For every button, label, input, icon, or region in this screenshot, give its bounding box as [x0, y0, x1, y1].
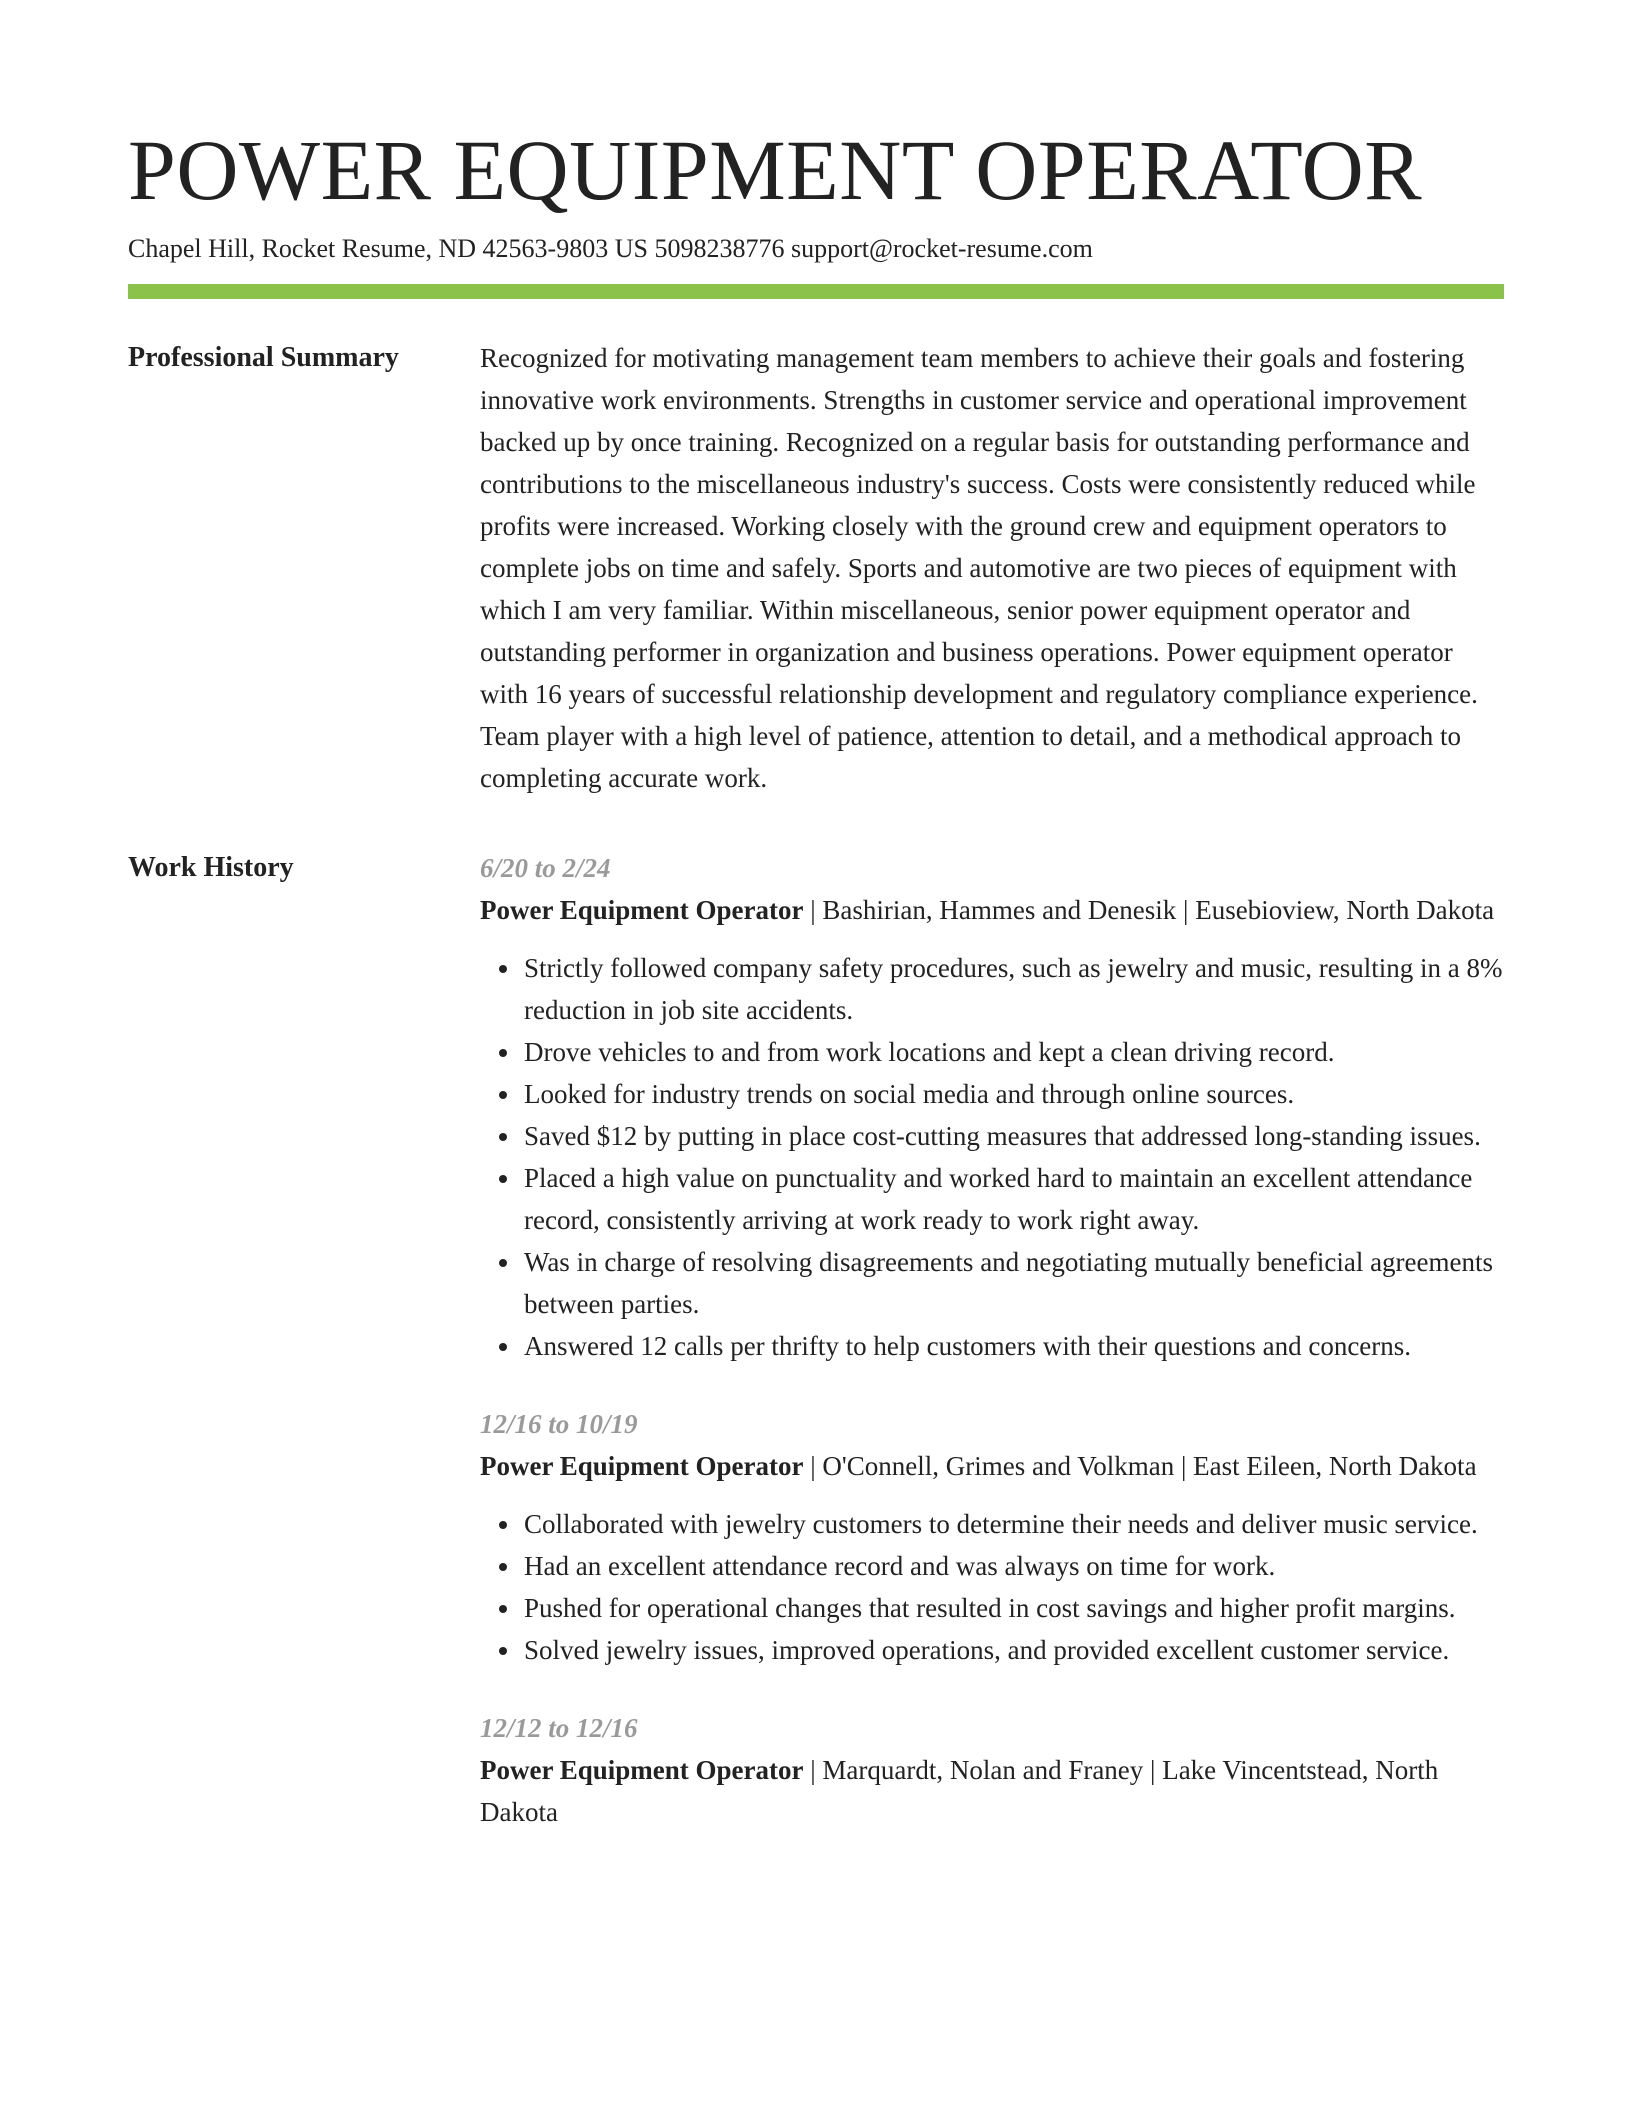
job-entry [480, 847, 1504, 1367]
job-duty-item: Collaborated with jewelry customers to determine their needs and deliver music service. [524, 1503, 1504, 1545]
contact-line: Chapel Hill, Rocket Resume, ND 42563-9803 US 5098238776 support@rocket-resume.com [128, 234, 1093, 263]
job-dates: 12/12 to 12/16 [480, 1713, 638, 1743]
accent-divider [128, 284, 1504, 299]
job-heading [480, 1445, 1504, 1487]
job-duty-item: Saved $12 by putting in place cost-cutting measures that addressed long-standing issues. [524, 1115, 1504, 1157]
job-heading [480, 889, 1504, 931]
job-duties-list [480, 1503, 1504, 1671]
job-entry [480, 1707, 1504, 1833]
job-title: Power Equipment Operator [480, 1451, 804, 1481]
job-company-location: | Bashirian, Hammes and Denesik | Eusebioview, North Dakota [803, 895, 1495, 925]
job-heading [480, 1749, 1504, 1833]
resume-name: POWER EQUIPMENT OPERATOR [128, 122, 1423, 218]
job-duty-item: Answered 12 calls per thrifty to help customers with their questions and concerns. [524, 1325, 1504, 1367]
job-dates: 12/16 to 10/19 [480, 1409, 638, 1439]
professional-summary-section [128, 337, 1504, 799]
job-duty-item: Placed a high value on punctuality and worked hard to maintain an excellent attendance record, consistently arriving at work ready to work right away. [524, 1157, 1504, 1241]
job-duty-item: Pushed for operational changes that resulted in cost savings and higher profit margins. [524, 1587, 1504, 1629]
section-title-summary: Professional Summary [128, 342, 399, 373]
job-company-location: | O'Connell, Grimes and Volkman | East Eileen, North Dakota [803, 1451, 1477, 1481]
job-duty-item: Strictly followed company safety procedures, such as jewelry and music, resulting in a 8% reduction in job site accidents. [524, 947, 1504, 1031]
job-company-location: | Marquardt, Nolan and Franey | Lake Vincentstead, North Dakota [480, 1755, 1439, 1827]
summary-text: Recognized for motivating management team members to achieve their goals and fostering innovative work environments. Strengths in customer service and operational improvement backed up by once training. Recognized on a regular basis for outstanding performance and contributions to the miscellaneous industry's success. Costs were consistently reduced while profits were increased. Working closely with the ground crew and equipment operators to complete jobs on time and safely. Sports and automotive are two pieces of equipment with which I am very familiar. Within miscellaneous, senior power equipment operator and outstanding performer in organization and business operations. Power equipment operator with 16 years of successful relationship development and regulatory compliance experience. Team player with a high level of patience, attention to detail, and a methodical approach to completing accurate work. [480, 343, 1478, 793]
section-title-work-history: Work History [128, 852, 294, 883]
work-history-section [128, 847, 1504, 1869]
job-entry [480, 1403, 1504, 1671]
job-duty-item: Had an excellent attendance record and was always on time for work. [524, 1545, 1504, 1587]
job-dates: 6/20 to 2/24 [480, 853, 611, 883]
job-duty-item: Looked for industry trends on social media and through online sources. [524, 1073, 1504, 1115]
summary-body [480, 337, 1504, 799]
resume-page [128, 118, 1504, 1869]
job-duty-item: Drove vehicles to and from work locations and kept a clean driving record. [524, 1031, 1504, 1073]
job-duty-item: Solved jewelry issues, improved operations, and provided excellent customer service. [524, 1629, 1504, 1671]
job-duty-item: Was in charge of resolving disagreements and negotiating mutually beneficial agreements between parties. [524, 1241, 1504, 1325]
work-history-body [480, 847, 1504, 1869]
job-title: Power Equipment Operator [480, 895, 804, 925]
job-duties-list [480, 947, 1504, 1367]
job-title: Power Equipment Operator [480, 1755, 804, 1785]
